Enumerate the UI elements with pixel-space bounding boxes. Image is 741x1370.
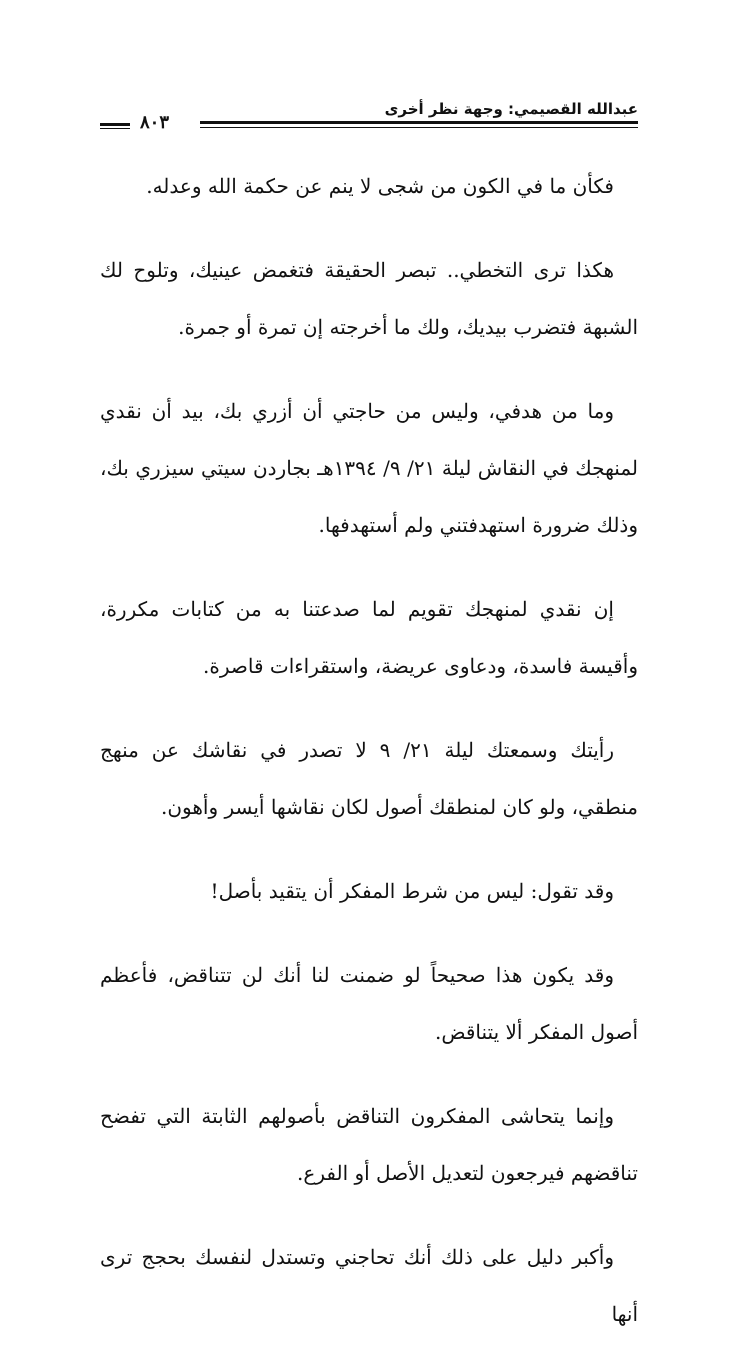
paragraph: وقد تقول: ليس من شرط المفكر أن يتقيد بأصل!	[210, 879, 614, 903]
header-dash	[100, 123, 130, 126]
header-rule	[200, 121, 638, 124]
paragraph: وما من هدفي، وليس من حاجتي أن أزري بك، بيد أن نقدي لمنهجك في النقاش ليلة ٢١/ ٩/ ١٣٩٤هـ بجاردن سيتي سيزري بك، وذلك ضرورة استهدفتني ولم أستهدفها.	[100, 399, 638, 537]
paragraph: إن نقدي لمنهجك تقويم لما صدعتنا به من كتابات مكررة، وأقيسة فاسدة، ودعاوى عريضة، واستقراءات قاصرة.	[100, 597, 638, 678]
page-number: ٨٠٣	[140, 112, 170, 133]
paragraph: وقد يكون هذا صحيحاً لو ضمنت لنا أنك لن تتناقض، فأعظم أصول المفكر ألا يتناقض.	[100, 963, 638, 1044]
header-rule-thin	[200, 127, 638, 128]
paragraph: رأيتك وسمعتك ليلة ٢١/ ٩ لا تصدر في نقاشك عن منهج منطقي، ولو كان لمنطقك أصول لكان نقاشها أيسر وأهون.	[100, 738, 638, 819]
header-dash-thin	[100, 128, 130, 129]
header-title: عبدالله القصيمي: وجهة نظر أخرى	[384, 100, 638, 118]
paragraph: هكذا ترى التخطي.. تبصر الحقيقة فتغمض عينيك، وتلوح لك الشبهة فتضرب بيديك، ولك ما أخرجته إن تمرة أو جمرة.	[100, 258, 638, 339]
paragraph: وأكبر دليل على ذلك أنك تحاجني وتستدل لنفسك بحجج ترى أنها	[100, 1245, 638, 1326]
body-text	[100, 158, 638, 1370]
running-header	[100, 98, 638, 138]
paragraph: فكأن ما في الكون من شجى لا ينم عن حكمة الله وعدله.	[146, 174, 614, 198]
paragraph: وإنما يتحاشى المفكرون التناقض بأصولهم الثابتة التي تفضح تناقضهم فيرجعون لتعديل الأصل أو الفرع.	[100, 1104, 638, 1185]
